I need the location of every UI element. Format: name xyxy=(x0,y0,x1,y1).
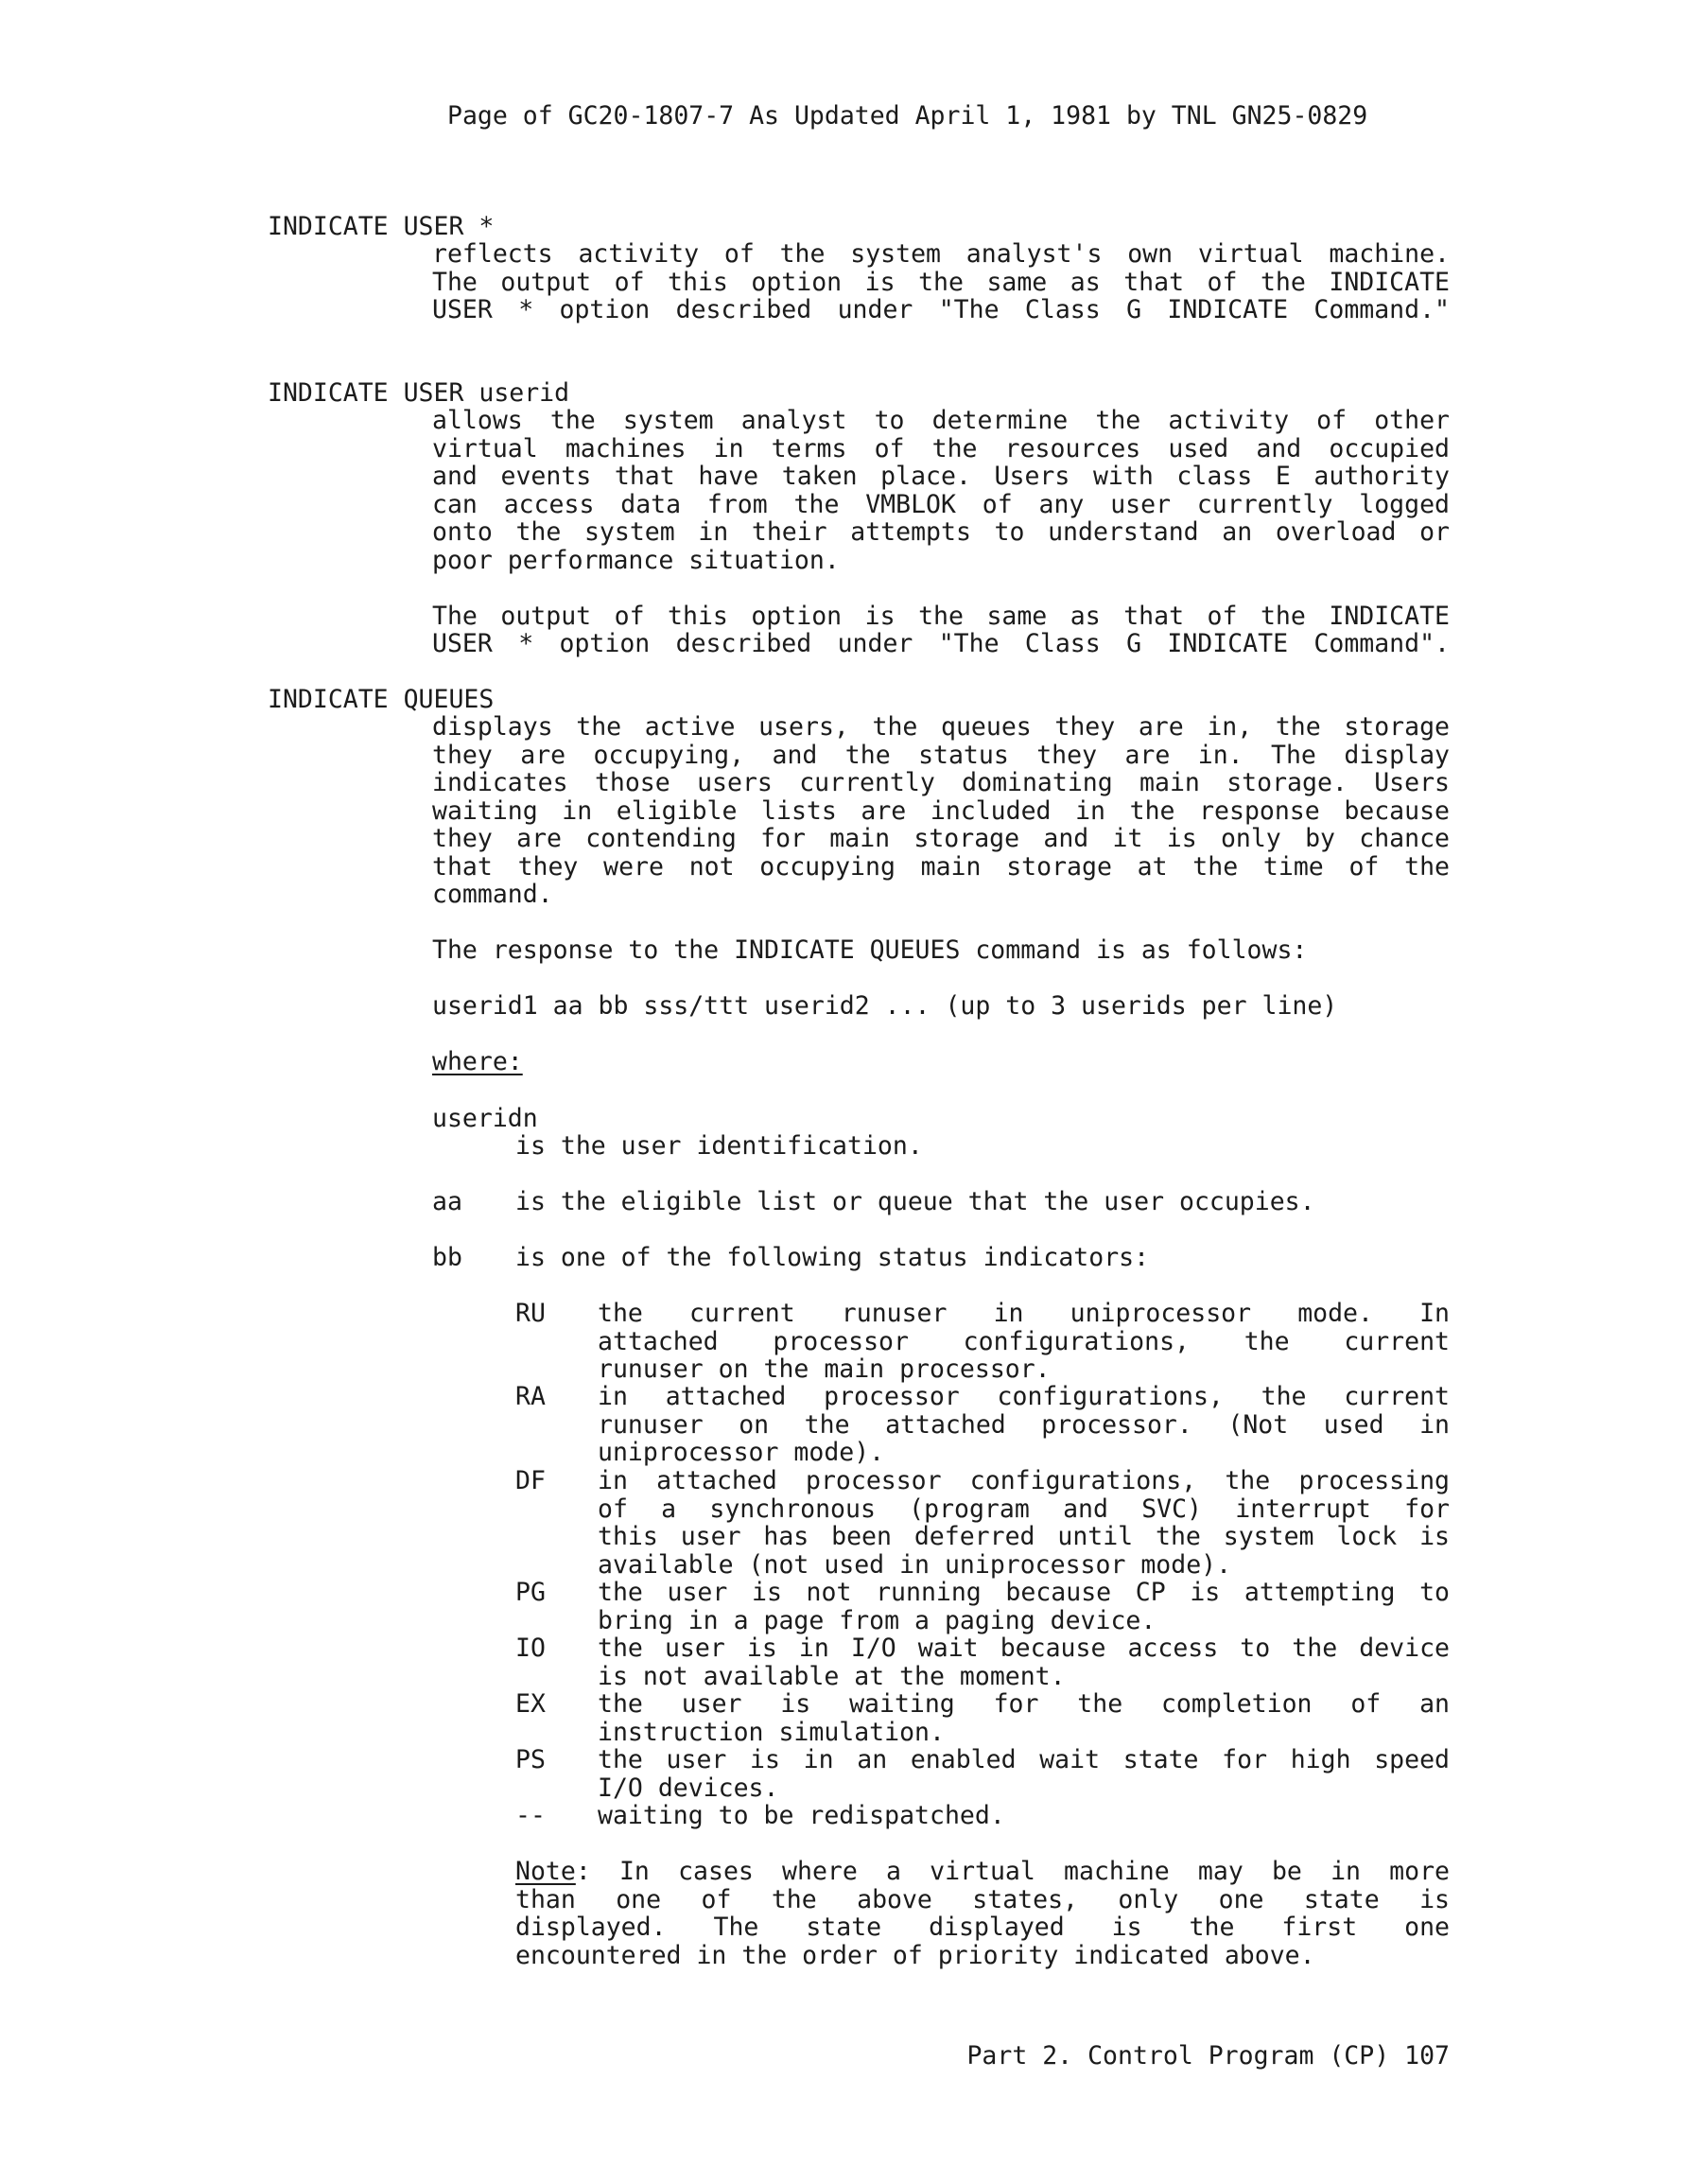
status-code-io: IO xyxy=(515,1634,546,1663)
section-title-indicate-user-star: INDICATE USER * xyxy=(268,212,495,241)
definition-desc-aa: is the eligible list or queue that the user occupies. xyxy=(515,1187,1315,1216)
response-intro: The response to the INDICATE QUEUES command is as follows: xyxy=(432,935,1308,965)
definition-term-useridn: useridn xyxy=(432,1104,538,1133)
status-desc-df xyxy=(598,1467,1450,1579)
text-line: virtual machines in terms of the resources used and occupied xyxy=(432,433,1450,463)
text-line: USER * option described under "The Class G INDICATE Command". xyxy=(432,629,1450,658)
definition-term-bb: bb xyxy=(432,1243,462,1272)
text-line: runuser on the main processor. xyxy=(598,1354,1051,1384)
text-line: onto the system in their attempts to understand an overload or xyxy=(432,517,1450,547)
text-line: this user has been deferred until the system lock is xyxy=(598,1522,1450,1551)
text-line: : In cases where a virtual machine may be in more xyxy=(575,1857,1450,1886)
text-line: the user is not running because CP is attempting to xyxy=(598,1578,1450,1607)
section-body-indicate-queues xyxy=(432,713,1450,1076)
text-line: USER * option described under "The Class G INDICATE Command." xyxy=(432,295,1450,324)
text-line: that they were not occupying main storage at the time of the xyxy=(432,851,1450,882)
text-line: indicates those users currently dominating main storage. Users xyxy=(432,768,1450,797)
text-line: uniprocessor mode). xyxy=(598,1438,885,1467)
text-line: available (not used in uniprocessor mode). xyxy=(598,1549,1232,1580)
text-line: waiting to be redispatched. xyxy=(598,1801,1005,1830)
text-line: reflects activity of the system analyst's own virtual machine. xyxy=(432,239,1450,269)
text-line: waiting in eligible lists are included in the response because xyxy=(432,795,1450,826)
section-title-indicate-queues: INDICATE QUEUES xyxy=(268,685,495,714)
text-line: instruction simulation. xyxy=(598,1717,945,1747)
text-line: the current runuser in uniprocessor mode. In xyxy=(598,1299,1450,1328)
note-label: Note xyxy=(515,1857,576,1886)
definition-term-aa: aa xyxy=(432,1187,462,1216)
status-code-ra: RA xyxy=(515,1382,546,1411)
text-line: and events that have taken place. Users with class E authority xyxy=(432,462,1450,491)
status-code-pg: PG xyxy=(515,1578,546,1607)
text-line: can access data from the VMBLOK of any user currently logged xyxy=(432,489,1450,519)
definition-desc-bb: is one of the following status indicators: xyxy=(515,1243,1150,1272)
section-body-indicate-user-userid xyxy=(432,407,1450,658)
status-desc-pg xyxy=(598,1579,1450,1634)
status-desc-ps xyxy=(598,1746,1450,1802)
text-line: than one of the above states, only one state is xyxy=(515,1884,1450,1914)
text-line: allows the system analyst to determine the activity of other xyxy=(432,406,1450,435)
note-first-line xyxy=(515,1858,1450,1886)
text-line: the user is waiting for the completion of an xyxy=(598,1689,1450,1719)
text-line: runuser on the attached processor. (Not used in xyxy=(598,1409,1450,1440)
status-code-ps: PS xyxy=(515,1745,546,1774)
status-desc-ex xyxy=(598,1690,1450,1746)
text-line: they are contending for main storage and it is only by chance xyxy=(432,824,1450,853)
text-line: attached processor configurations, the current xyxy=(598,1326,1450,1356)
text-line: in attached processor configurations, the current xyxy=(598,1382,1450,1411)
status-desc-io xyxy=(598,1634,1450,1690)
text-line: of a synchronous (program and SVC) interrupt for xyxy=(598,1494,1450,1524)
note-block xyxy=(515,1858,1450,1969)
text-line: the user is in an enabled wait state for high speed xyxy=(598,1745,1450,1774)
text-line: encountered in the order of priority indicated above. xyxy=(515,1940,1315,1970)
status-desc-ra xyxy=(598,1383,1450,1467)
status-code-ex: EX xyxy=(515,1689,546,1719)
text-line: the user is in I/O wait because access to the device xyxy=(598,1634,1450,1663)
status-desc-dashes xyxy=(598,1802,1450,1830)
text-line: The output of this option is the same as that of the INDICATE xyxy=(432,267,1450,297)
text-line: command. xyxy=(432,880,553,909)
text-line: displayed. The state displayed is the first one xyxy=(515,1913,1450,1942)
text-line: poor performance situation. xyxy=(432,545,840,575)
status-code-ru: RU xyxy=(515,1299,546,1328)
status-code-df: DF xyxy=(515,1466,546,1495)
page-footer: Part 2. Control Program (CP) 107 xyxy=(966,2041,1450,2070)
where-label: where: xyxy=(432,1047,523,1076)
definition-desc-useridn: is the user identification. xyxy=(515,1131,923,1161)
text-line: in attached processor configurations, the processing xyxy=(598,1466,1450,1495)
section-body-indicate-user-star xyxy=(432,240,1450,324)
text-line: I/O devices. xyxy=(598,1773,779,1803)
page-header: Page of GC20-1807-7 As Updated April 1, 1981 by TNL GN25-0829 xyxy=(447,101,1368,131)
status-desc-ru xyxy=(598,1300,1450,1384)
text-line: displays the active users, the queues they are in, the storage xyxy=(432,712,1450,742)
response-format: userid1 aa bb sss/ttt userid2 ... (up to 3 userids per line) xyxy=(432,991,1338,1021)
text-line: is not available at the moment. xyxy=(598,1661,1066,1691)
text-line: The output of this option is the same as that of the INDICATE xyxy=(432,601,1450,631)
section-title-indicate-user-userid: INDICATE USER userid xyxy=(268,378,570,408)
text-line: they are occupying, and the status they are in. The display xyxy=(432,740,1450,770)
status-code-dashes: -- xyxy=(515,1801,546,1830)
text-line: bring in a page from a paging device. xyxy=(598,1605,1157,1635)
